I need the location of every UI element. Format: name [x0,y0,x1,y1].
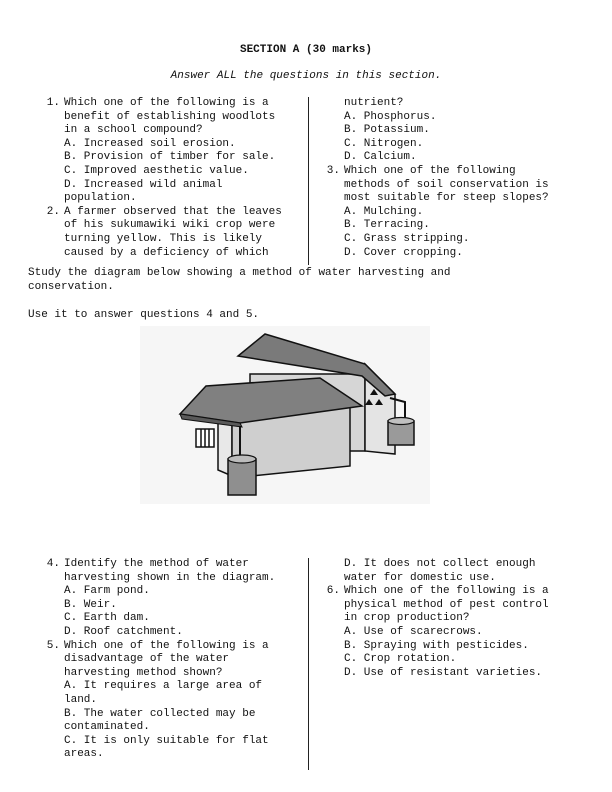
bottom-right-column [320,558,582,680]
column-divider [308,97,309,265]
tank-top [388,418,414,425]
question-text: turning yellow. This is likely [64,232,263,245]
option: C. Crop rotation. [344,653,457,666]
option: B. Provision of timber for sale. [64,151,276,164]
question-4 [40,558,310,585]
option: A. Use of scarecrows. [344,625,483,638]
option: D. Increased wild animal [64,178,223,191]
question-text: Which one of the following is a [64,639,269,652]
tank-top [228,455,256,463]
use-instruction: Use it to answer questions 4 and 5. [28,309,260,321]
option: C. It is only suitable for flat [64,734,269,747]
question-number: 5. [46,639,60,652]
question-text: caused by a deficiency of which [64,246,269,259]
question-6 [320,585,582,626]
option: population. [64,192,137,205]
option: B. Terracing. [344,219,430,232]
question-text: benefit of establishing woodlots [64,110,276,123]
option: C. Grass stripping. [344,232,470,245]
option: D. It does not collect enough [344,558,536,570]
top-right-column [320,97,582,260]
question-text: most suitable for steep slopes? [344,192,549,205]
question-text: nutrient? [344,97,404,109]
question-5 [40,640,310,681]
question-text: Which one of the following is a [64,97,269,109]
option: C. Earth dam. [64,612,150,625]
column-divider [308,558,309,770]
roof-catchment-diagram [140,326,430,504]
question-text: Which one of the following is a [344,585,549,598]
option: D. Roof catchment. [64,625,183,638]
question-text: harvesting shown in the diagram. [64,571,276,584]
option: D. Cover cropping. [344,246,463,259]
bottom-left-column [40,558,310,762]
question-text: disadvantage of the water [64,653,230,666]
question-text: A farmer observed that the leaves [64,205,282,218]
question-2 [40,206,310,260]
option: D. Use of resistant varieties. [344,666,543,679]
option: D. Calcium. [344,151,417,164]
top-left-column [40,97,310,260]
option: A. Increased soil erosion. [64,137,236,150]
section-title: SECTION A (30 marks) [239,44,373,56]
question-text: harvesting method shown? [64,666,223,679]
option: B. Weir. [64,598,117,611]
option: contaminated. [64,721,150,734]
question-number: 6. [326,585,340,598]
water-tank [228,459,256,495]
question-text: Identify the method of water [64,558,249,570]
instruction: Answer ALL the questions in this section. [170,70,442,82]
question-number: 1. [46,97,60,109]
question-3 [320,165,582,206]
option: B. The water collected may be [64,707,256,720]
question-text: in a school compound? [64,124,203,137]
option: A. Phosphorus. [344,110,437,123]
option: C. Nitrogen. [344,137,424,150]
question-text: Which one of the following [344,164,516,177]
option: areas. [64,748,104,761]
question-number: 2. [46,205,60,218]
option: water for domestic use. [344,571,496,584]
option: land. [64,693,98,706]
option: B. Spraying with pesticides. [344,639,529,652]
option: A. Farm pond. [64,585,150,598]
study-text: Study the diagram below showing a method of water harvesting and [28,267,451,279]
option: B. Potassium. [344,124,430,137]
question-text: of his sukumawiki wiki crop were [64,219,276,232]
question-number: 4. [46,558,60,570]
study-text: conservation. [28,280,114,293]
option: A. It requires a large area of [64,680,263,693]
study-paragraph [28,267,588,294]
question-text: methods of soil conservation is [344,178,549,191]
question-number: 3. [326,164,340,177]
question-text: physical method of pest control [344,598,549,611]
option: C. Improved aesthetic value. [64,164,249,177]
question-text: in crop production? [344,612,470,625]
question-1 [40,97,310,138]
option: A. Mulching. [344,205,424,218]
